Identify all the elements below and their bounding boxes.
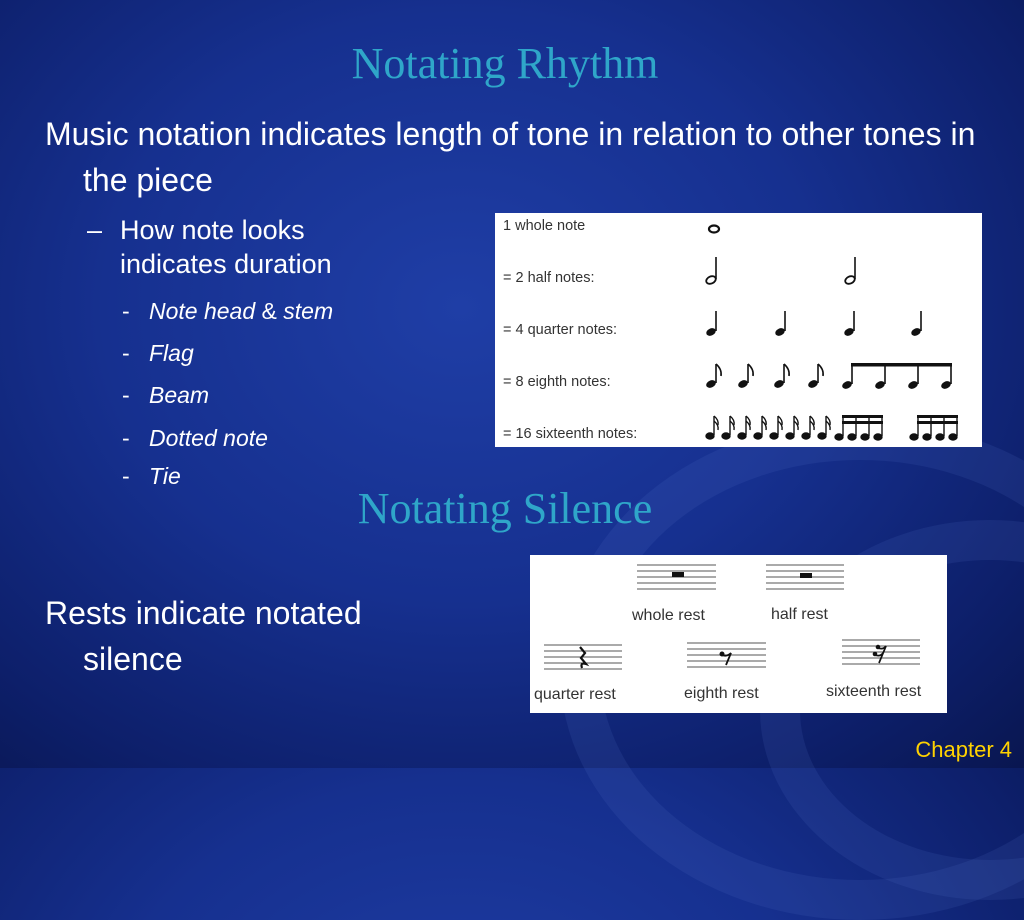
eighth-note-icon xyxy=(705,364,721,389)
note-row-label: 1 whole note xyxy=(503,218,586,234)
note-symbols xyxy=(495,213,982,447)
note-values-figure xyxy=(495,213,982,447)
sub-bullet-note-looks xyxy=(87,213,410,281)
whole-note-icon xyxy=(709,226,719,233)
quarter-note-icon xyxy=(774,311,786,337)
note-row-label: = 2 half notes: xyxy=(503,270,595,286)
rest-label: half rest xyxy=(771,606,828,623)
subsub-text: Note head xyxy=(149,298,256,324)
half-note-icon xyxy=(705,257,717,285)
slide-title-silence: Notating Silence xyxy=(357,484,653,533)
eighth-rest-icon xyxy=(720,652,732,666)
rests-figure xyxy=(530,555,947,713)
quarter-note-icon xyxy=(843,311,855,337)
note-row-label: = 16 sixteenth notes: xyxy=(503,426,638,442)
bullet-music-notation: Music notation indicates length of tone in relation to other tones in the piece xyxy=(45,116,976,198)
note-row-label: = 8 eighth notes: xyxy=(503,374,611,390)
subsub-text: Tie xyxy=(149,463,181,489)
subsub-text: Beam xyxy=(149,382,210,408)
half-note-icon xyxy=(844,257,856,285)
rest-label: quarter rest xyxy=(534,686,616,703)
subsub-dotted-note xyxy=(122,424,268,452)
hyphen-marker: - xyxy=(122,425,130,451)
rest-label: eighth rest xyxy=(684,685,759,702)
subsub-text: Flag xyxy=(149,340,194,366)
chapter-footer: Chapter 4 xyxy=(915,737,1012,762)
subsub-note-head-stem xyxy=(122,297,334,325)
sub-bullet-text: How note looks indicates duration xyxy=(120,215,332,279)
hyphen-marker: - xyxy=(122,298,130,324)
dash-marker: – xyxy=(87,215,103,245)
hyphen-marker: - xyxy=(122,382,130,408)
sixteenth-rest-staff xyxy=(842,640,920,664)
subsub-beam xyxy=(122,381,210,409)
sixteenth-note-icon xyxy=(706,416,830,439)
beamed-eighth-notes-icon xyxy=(841,363,952,390)
eighth-note-icon xyxy=(773,364,789,389)
subsub-joiner: & xyxy=(255,298,284,324)
rest-label: sixteenth rest xyxy=(826,683,922,700)
whole-rest-icon xyxy=(672,572,684,577)
rest-label: whole rest xyxy=(632,607,705,624)
hyphen-marker: - xyxy=(122,340,130,366)
half-rest-icon xyxy=(800,573,812,578)
quarter-note-icon xyxy=(705,311,717,337)
subsub-text2: stem xyxy=(283,298,334,324)
eighth-note-icon xyxy=(807,364,823,389)
subsub-flag xyxy=(122,339,194,367)
beamed-sixteenth-notes-icon xyxy=(835,415,958,440)
quarter-note-icon xyxy=(910,311,922,337)
slide-title-rhythm: Notating Rhythm xyxy=(351,39,659,88)
bullet-rests: Rests indicate notated silence xyxy=(45,595,362,677)
subsub-text: Dotted note xyxy=(149,425,268,451)
eighth-note-icon xyxy=(737,364,753,389)
hyphen-marker: - xyxy=(122,463,130,489)
note-row-label: = 4 quarter notes: xyxy=(503,322,618,338)
sixteenth-rest-icon xyxy=(873,645,886,663)
